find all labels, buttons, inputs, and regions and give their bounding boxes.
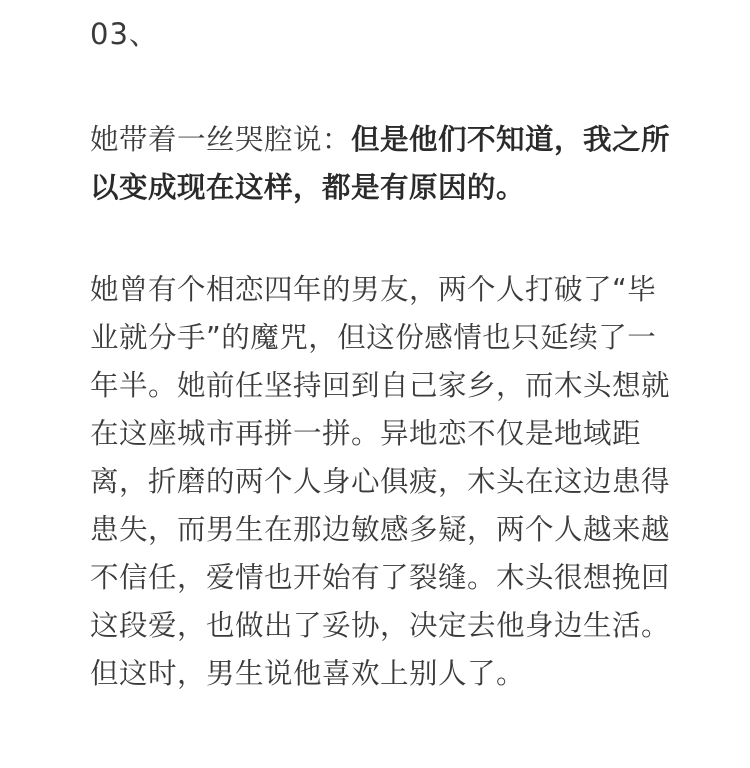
paragraph-line: 在这座城市再拼一拼。异地恋不仅是地域距 — [90, 417, 642, 450]
paragraph-quote — [90, 116, 670, 212]
paragraph-line: 患失，而男生在那边敏感多疑，两个人越来越 — [90, 513, 671, 546]
paragraph-line: 这段爱，也做出了妥协，决定去他身边生活。 — [90, 609, 671, 642]
section-number: 03、 — [90, 17, 159, 51]
quote-intro: 她带着一丝哭腔说： — [90, 123, 352, 156]
paragraph-line: 业就分手”的魔咒，但这份感情也只延续了一 — [90, 321, 657, 354]
paragraph-line: 但这时，男生说他喜欢上别人了。 — [90, 657, 526, 690]
paragraph-line: 不信任，爱情也开始有了裂缝。木头很想挽回 — [90, 561, 671, 594]
paragraph-line: 年半。她前任坚持回到自己家乡，而木头想就 — [90, 369, 671, 402]
paragraph-line: 离，折磨的两个人身心俱疲，木头在这边患得 — [90, 465, 671, 498]
paragraph-story — [90, 266, 670, 698]
quote-bold-text: 以变成现在这样，都是有原因的。 — [90, 171, 526, 204]
quote-bold-text: 但是他们不知道，我之所 — [351, 123, 671, 156]
paragraph-line: 她曾有个相恋四年的男友，两个人打破了“毕 — [90, 273, 657, 306]
paragraph-line — [90, 116, 670, 164]
